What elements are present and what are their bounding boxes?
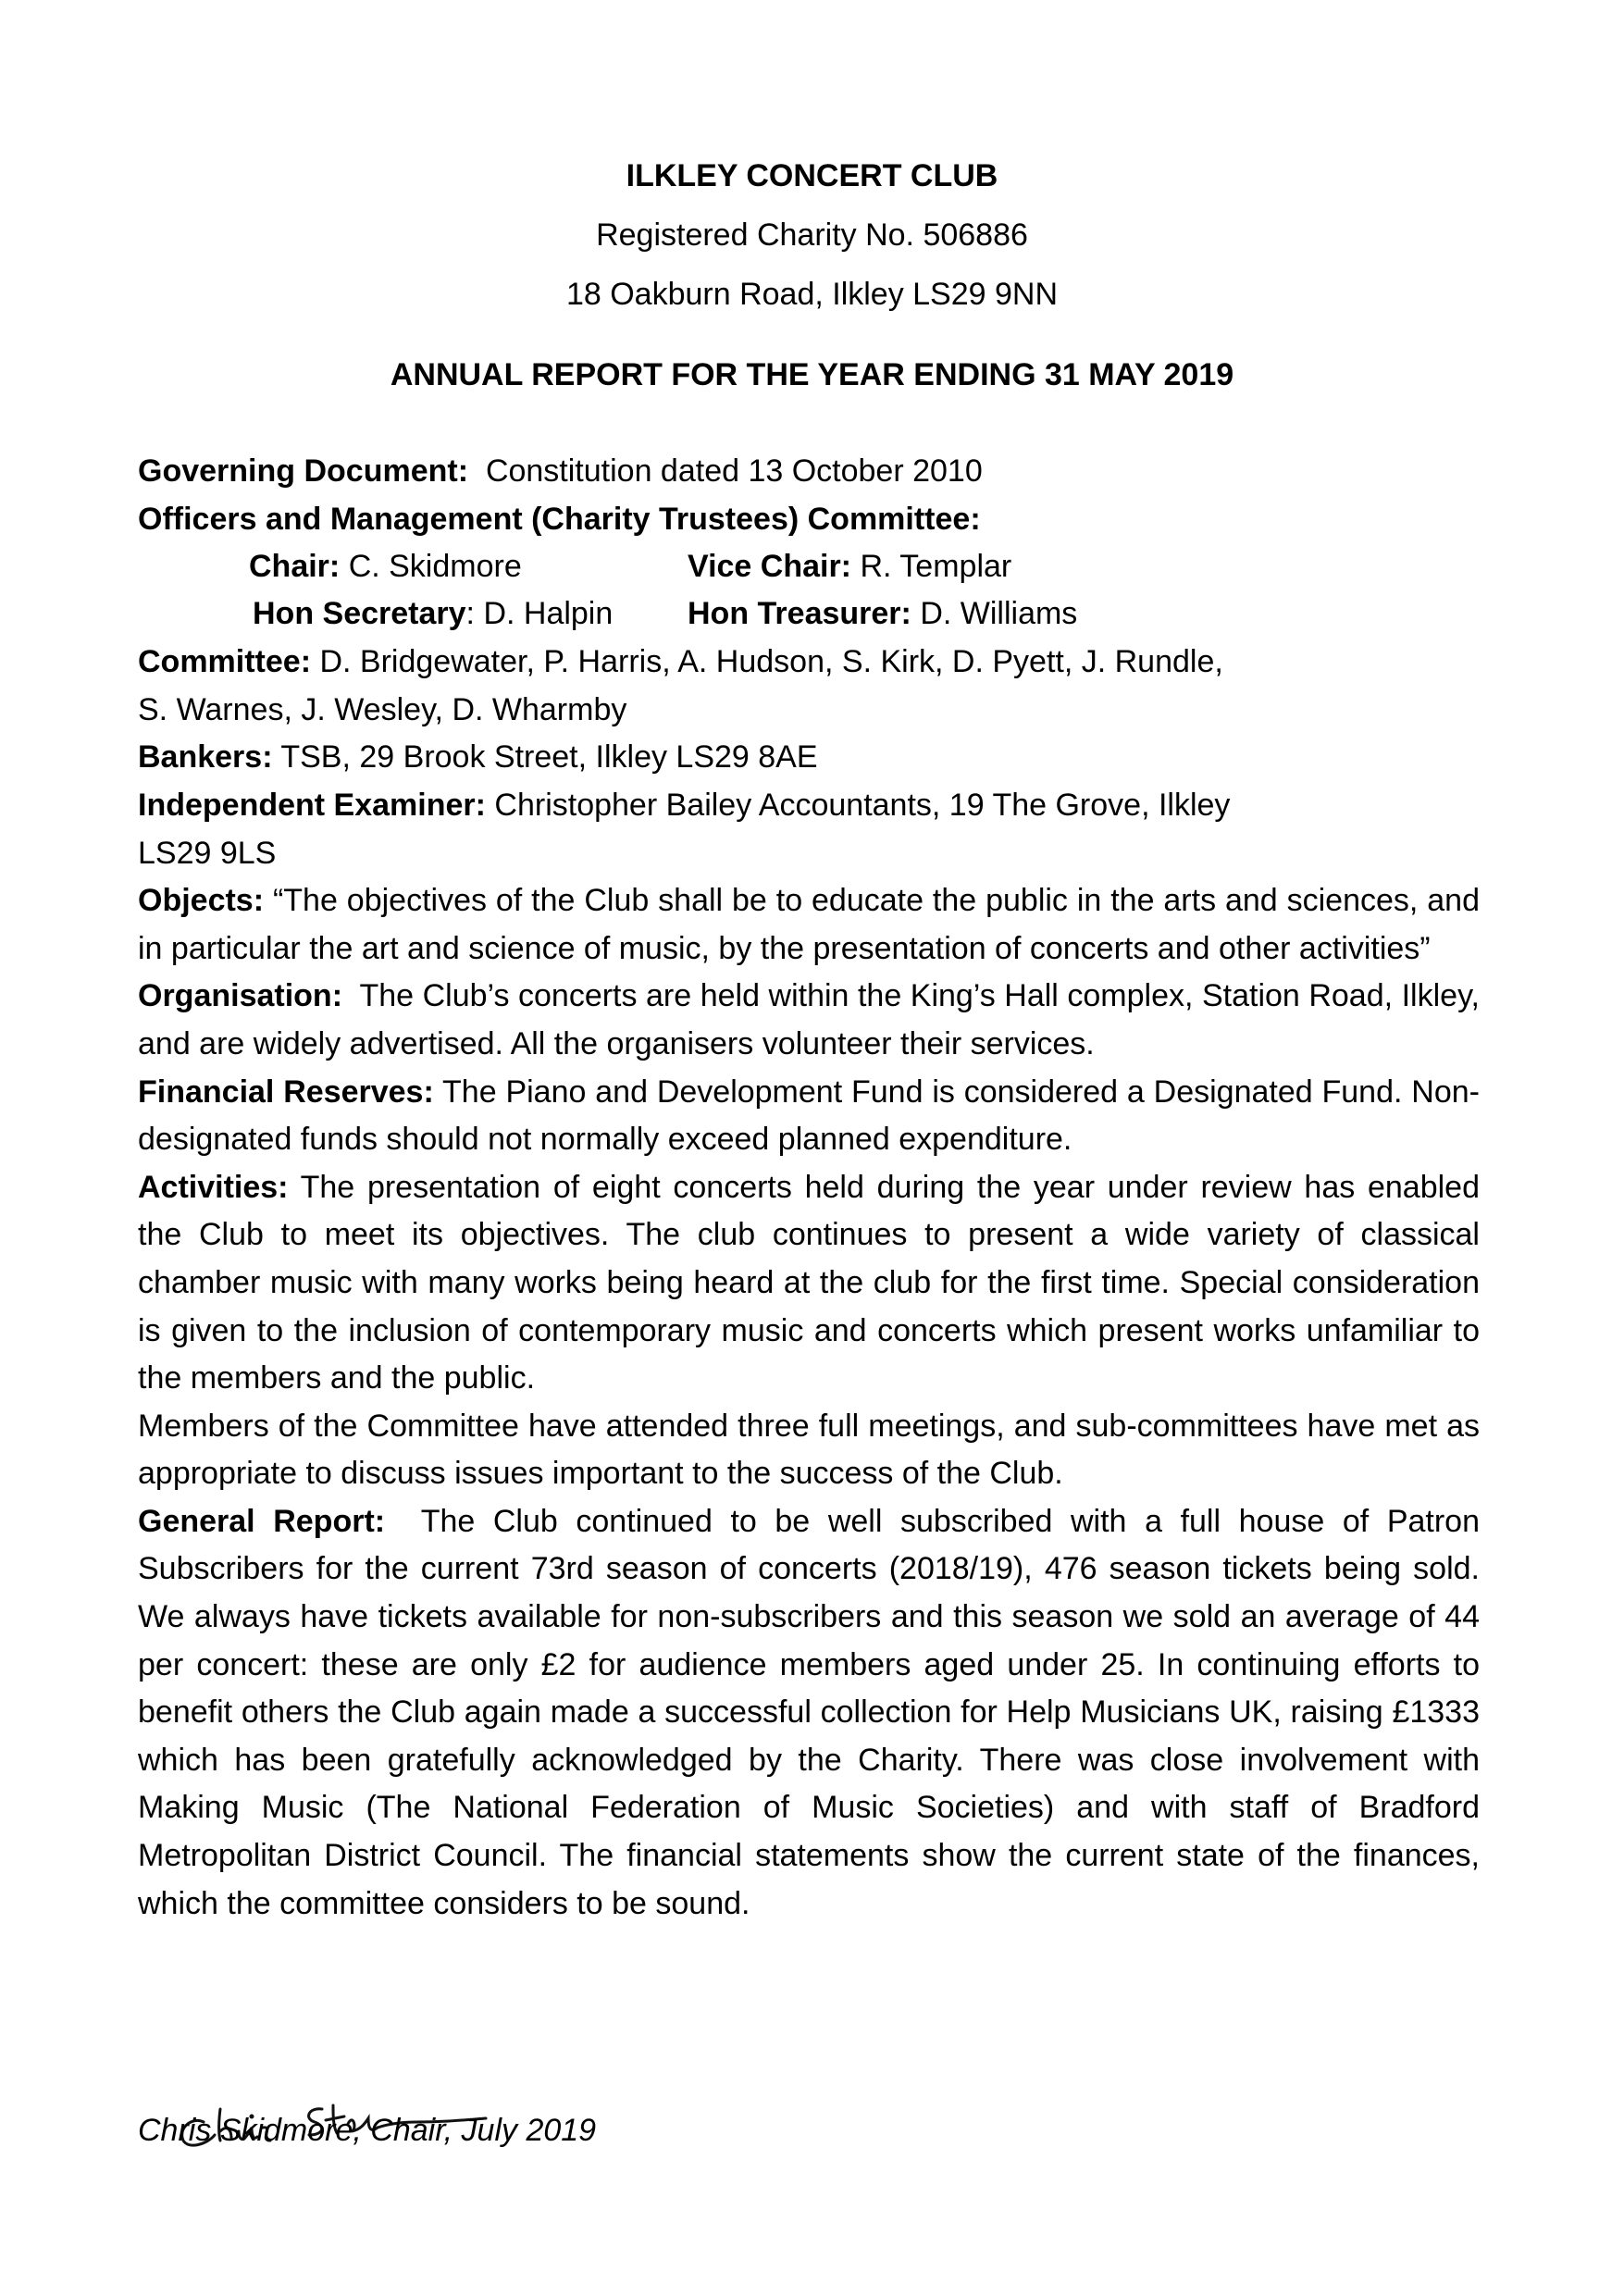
vice-chair: Vice Chair: R. Templar — [688, 549, 1012, 585]
hon-secretary: Hon Secretary: D. Halpin — [253, 596, 614, 632]
governing-document: Governing Document: Constitution dated 13 October 2010 — [138, 453, 983, 489]
objects: Objects: “The objectives of the Club shall be to educate the public in the arts and sciences, and in particular the art and science of music, by the presentation of concerts and other activities” — [138, 883, 1480, 966]
independent-examiner: Independent Examiner: Christopher Bailey Accountants, 19 The Grove, Ilkley — [138, 787, 1231, 823]
financial-reserves: Financial Reserves: The Piano and Development Fund is considered a Designated Fund. Non-designated funds should not normally exceed planned expenditure. — [138, 1074, 1480, 1158]
general-report: General Report: The Club continued to be well subscribed with a full house of Patron Subscribers for the current 73rd season of concerts (2018/19), 476 season tickets being sold. We always have tickets available for non-subscribers and this season we sold an average of 44 per concert: these are only £2 for audience members aged under 25. In continuing efforts to benefit others the Club again made a successful collection for Help Musicians UK, raising £1333 which has been gratefully acknowledged by the Charity. There was close involvement with Making Music (The National Federation of Music Societies) and with staff of Bradford Metropolitan District Council. The financial statements show the current state of the finances, which the committee considers to be sound. — [138, 1503, 1480, 1921]
committee: Committee: D. Bridgewater, P. Harris, A. Hudson, S. Kirk, D. Pyett, J. Rundle, — [138, 644, 1223, 680]
committee-meetings: Members of the Committee have attended three full meetings, and sub-committees have met as appropriate to discuss issues important to the success of the Club. — [138, 1408, 1480, 1492]
signoff: Chris Skidmore, Chair, July 2019 — [138, 2113, 597, 2148]
activities: Activities: The presentation of eight concerts held during the year under review has enabled the Club to meet its objectives. The club continues to present a wide variety of classical chamber music with many works being heard at the club for the first time. Special consideration is given to the inclusion of contemporary music and concerts which present works unfamiliar to the members and the public. — [138, 1169, 1480, 1396]
report-title: ANNUAL REPORT FOR THE YEAR ENDING 31 MAY 2019 — [390, 357, 1234, 392]
chair: Chair: C. Skidmore — [249, 549, 522, 585]
bankers: Bankers: TSB, 29 Brook Street, Ilkley LS29 8AE — [138, 739, 818, 776]
org-address: 18 Oakburn Road, Ilkley LS29 9NN — [565, 277, 1059, 312]
org-name: ILKLEY CONCERT CLUB — [626, 158, 998, 193]
charity-number: Registered Charity No. 506886 — [596, 217, 1028, 253]
committee-line-2: S. Warnes, J. Wesley, D. Wharmby — [138, 691, 627, 727]
officers-block — [138, 543, 1480, 639]
examiner-postcode: LS29 9LS — [138, 835, 277, 871]
organisation: Organisation: The Club’s concerts are held within the King’s Hall complex, Station Road, Ilkley, and are widely advertised. All the organisers volunteer their services. — [138, 978, 1480, 1061]
hon-treasurer: Hon Treasurer: D. Williams — [688, 596, 1078, 632]
officers-heading: Officers and Management (Charity Trustees) Committee: — [138, 501, 981, 537]
report-body — [138, 448, 1480, 1928]
